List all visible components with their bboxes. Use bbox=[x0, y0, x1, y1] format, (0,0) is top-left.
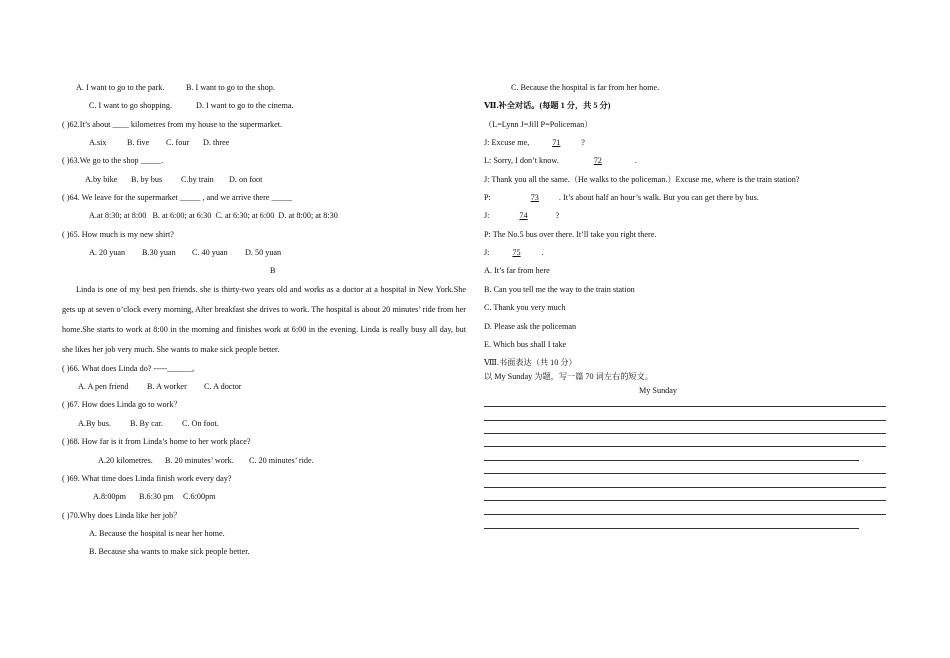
dialogue-option-e: E. Which bus shall I take bbox=[484, 340, 567, 349]
dialogue-line-71 bbox=[484, 138, 585, 148]
q63-option-d: D. on foot bbox=[229, 175, 263, 184]
q67-option-b: B. By car. bbox=[130, 419, 163, 428]
dialogue-line-73 bbox=[484, 193, 759, 203]
dialogue-tail: . It’s about half an hour’s walk. But you can get there by bus. bbox=[558, 193, 759, 202]
writing-line[interactable] bbox=[484, 473, 886, 474]
dialogue-tail: . bbox=[634, 156, 637, 165]
blank-72[interactable]: 72 bbox=[593, 156, 602, 165]
dialogue-line-75 bbox=[484, 248, 544, 258]
q70-option-a: A. Because the hospital is near her home. bbox=[89, 529, 225, 538]
q64-question: ( )64. We leave for the supermarket _____ , and we arrive there _____ bbox=[62, 193, 292, 202]
dialogue-speaker-text: P: bbox=[484, 193, 493, 202]
dialogue-speaker-text: J: bbox=[484, 211, 492, 220]
q63-option-b: B. by bus bbox=[131, 175, 163, 184]
dialogue-speaker-text: J: bbox=[484, 248, 492, 257]
q66-option-a: A. A pen friend bbox=[78, 382, 129, 391]
writing-line[interactable] bbox=[484, 487, 886, 488]
q65-question: ( )65. How much is my new shirt? bbox=[62, 230, 174, 239]
writing-line[interactable] bbox=[484, 514, 886, 515]
q69-option-c: C.6:00pm bbox=[183, 492, 216, 501]
q62-option-a: A.six bbox=[89, 138, 107, 147]
q70-option-b: B. Because sha wants to make sick people better. bbox=[89, 547, 250, 556]
q67-option-a: A.By bus. bbox=[78, 419, 111, 428]
dialogue-line-72 bbox=[484, 156, 637, 166]
q67-option-c: C. On foot. bbox=[182, 419, 219, 428]
q67-question: ( )67. How does Linda go to work？ bbox=[62, 400, 182, 409]
writing-line[interactable] bbox=[484, 460, 859, 461]
writing-line[interactable] bbox=[484, 500, 886, 501]
q68-question: ( )68. How far is it from Linda’s home to her work place? bbox=[62, 437, 251, 446]
dialogue-tail: . bbox=[541, 248, 544, 257]
q61-option-d: D. I want to go to the cinema. bbox=[196, 101, 294, 110]
q68-option-b: B. 20 minutes’ work. bbox=[165, 456, 234, 465]
writing-line[interactable] bbox=[484, 433, 886, 434]
writing-line[interactable] bbox=[484, 446, 886, 447]
dialogue-line-6: P: The No.5 bus over there. It’ll take you right there. bbox=[484, 230, 657, 239]
dialogue-option-d: D. Please ask the policeman bbox=[484, 322, 577, 331]
q69-question: ( )69. What time does Linda finish work every day? bbox=[62, 474, 232, 483]
q70-option-c: C. Because the hospital is far from her home. bbox=[511, 83, 660, 92]
dialogue-speaker-text: L: Sorry, I don’t know. bbox=[484, 156, 561, 165]
writing-line[interactable] bbox=[484, 528, 859, 529]
q64-options: A.at 8:30; at 8:00 B. at 6:00; at 6:30 C. at 6:30; at 6:00 D. at 8:00; at 8:30 bbox=[89, 211, 338, 220]
q61-option-c: C. I want to go shopping. bbox=[89, 101, 173, 110]
q61-option-b: B. I want to go to the shop. bbox=[186, 83, 275, 92]
q68-option-c: C. 20 minutes’ ride. bbox=[249, 456, 314, 465]
dialogue-option-a: A. It’s far from here bbox=[484, 266, 550, 275]
writing-title: My Sunday bbox=[639, 386, 677, 395]
q66-question: ( )66. What does Linda do? -----______。 bbox=[62, 364, 200, 373]
dialogue-option-b: B. Can you tell me the way to the train station bbox=[484, 285, 635, 294]
reading-passage: Linda is one of my best pen friends. she is thirty-two years old and works as a doctor at a hospital in New York.She gets up at seven o’clock every morning, After breakfast she drives to work. The hospital is about 20 minutes’ ride from her home.She starts to work at 8:00 in the morning and finishes work at 6:00 in the evening. Linda is really busy all day, but she likes her job very much. She wants to make sick people better. bbox=[62, 285, 466, 354]
blank-71[interactable]: 71 bbox=[552, 138, 561, 147]
q63-option-c: C.by train bbox=[181, 175, 214, 184]
q62-option-b: B. five bbox=[127, 138, 150, 147]
blank-73[interactable]: 73 bbox=[530, 193, 539, 202]
q65-option-d: D. 50 yuan bbox=[245, 248, 282, 257]
section-7-title: Ⅶ.补全对话。(每题 1 分，共 5 分) bbox=[484, 101, 611, 110]
q66-option-b: B. A worker bbox=[147, 382, 187, 391]
dialogue-tail: ? bbox=[581, 138, 585, 147]
q63-question: ( )63.We go to the shop _____. bbox=[62, 156, 164, 165]
q62-option-d: D. three bbox=[203, 138, 230, 147]
dialogue-roles: （L=Lynn J=Jill P=Policeman） bbox=[484, 120, 593, 129]
q70-question: ( )70.Why does Linda like her job？ bbox=[62, 511, 182, 520]
section-b-heading: B bbox=[270, 266, 276, 275]
writing-line[interactable] bbox=[484, 406, 886, 407]
q65-option-a: A. 20 yuan bbox=[89, 248, 126, 257]
q62-question: ( )62.It’s about ____ kilometres from my house to the supermarket. bbox=[62, 120, 283, 129]
blank-74[interactable]: 74 bbox=[519, 211, 528, 220]
writing-line[interactable] bbox=[484, 420, 886, 421]
q69-option-b: B.6:30 pm bbox=[139, 492, 174, 501]
q69-option-a: A.8:00pm bbox=[93, 492, 126, 501]
dialogue-speaker-text: J: Excuse me, bbox=[484, 138, 532, 147]
q65-option-b: B.30 yuan bbox=[142, 248, 176, 257]
q63-option-a: A.by bike bbox=[85, 175, 118, 184]
q62-option-c: C. four bbox=[166, 138, 190, 147]
dialogue-option-c: C. Thank you very much bbox=[484, 303, 566, 312]
q66-option-c: C. A doctor bbox=[204, 382, 242, 391]
blank-75[interactable]: 75 bbox=[512, 248, 521, 257]
q65-option-c: C. 40 yuan bbox=[192, 248, 228, 257]
section-8-title: Ⅷ.书面表达（共 10 分） bbox=[484, 358, 577, 367]
writing-prompt: 以 My Sunday 为题，写一篇 70 词左右的短文。 bbox=[484, 372, 653, 381]
q68-option-a: A.20 kilometres. bbox=[98, 456, 153, 465]
dialogue-line-3: J: Thank you all the same.（He walks to the policeman.）Excuse me, where is the train station? bbox=[484, 175, 800, 184]
q61-option-a: A. I want to go to the park. bbox=[76, 83, 165, 92]
dialogue-line-74 bbox=[484, 211, 559, 221]
dialogue-tail: ? bbox=[555, 211, 560, 220]
